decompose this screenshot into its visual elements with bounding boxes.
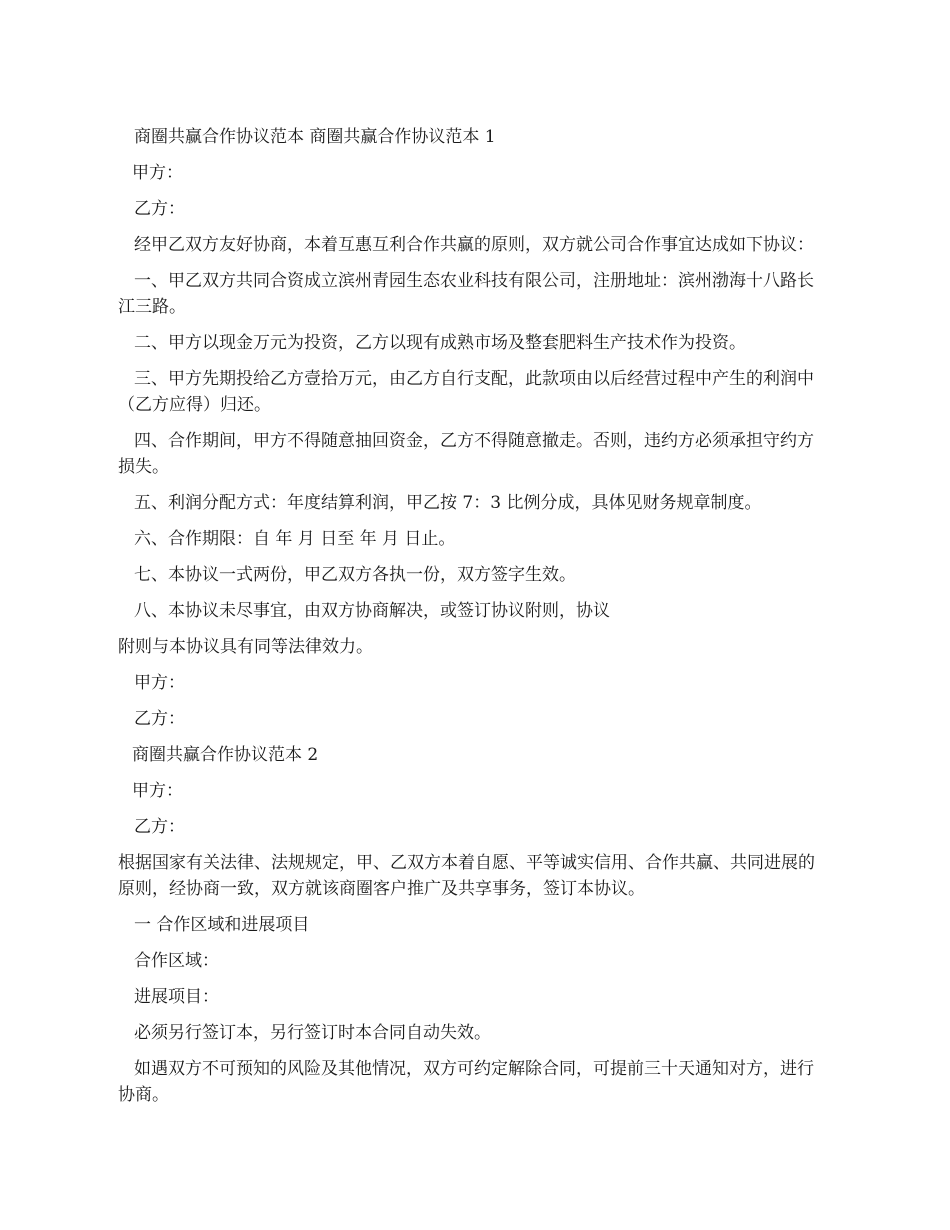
clause-2: 二、甲方以现金万元为投资，乙方以现有成熟市场及整套肥料生产技术作为投资。 — [134, 333, 746, 353]
paragraph-preamble-2: 根据国家有关法律、法规规定，甲、乙双方本着自愿、平等诚实信用、合作共赢、共同进展的原则，经协商一致，双方就该商圈客户推广及共享事务，签订本协议。 — [118, 853, 815, 899]
party-b-label: 乙方： — [134, 199, 185, 219]
clause-8-continued: 附则与本协议具有同等法律效力。 — [118, 637, 373, 657]
paragraph-preamble: 经甲乙双方友好协商，本着互惠互利合作共赢的原则，双方就公司合作事宜达成如下协议： — [134, 235, 814, 255]
clause-7: 七、本协议一式两份，甲乙双方各执一份，双方签字生效。 — [134, 565, 576, 585]
party-a-label: 甲方： — [132, 163, 183, 183]
party-b-signature: 乙方： — [134, 709, 185, 729]
party-a-signature: 甲方： — [134, 673, 185, 693]
section-heading-cooperation: 一 合作区域和进展项目 — [134, 915, 310, 935]
paragraph-separate-signing: 必须另行签订本，另行签订时本合同自动失效。 — [134, 1023, 491, 1043]
party-b-label-2: 乙方： — [134, 817, 185, 837]
clause-4: 四、合作期间，甲方不得随意抽回资金，乙方不得随意撤走。否则，违约方必须承担守约方损失。 — [118, 431, 814, 477]
clause-8: 八、本协议未尽事宜，由双方协商解决，或签订协议附则，协议 — [134, 601, 610, 621]
clause-3: 三、甲方先期投给乙方壹拾万元，由乙方自行支配，此款项由以后经营过程中产生的利润中（乙方应得）归还。 — [118, 369, 814, 415]
cooperation-area-label: 合作区域： — [134, 951, 219, 971]
paragraph-termination: 如遇双方不可预知的风险及其他情况，双方可约定解除合同，可提前三十天通知对方，进行协商。 — [118, 1059, 814, 1105]
heading-agreement-1: 商圈共赢合作协议范本 商圈共赢合作协议范本 1 — [134, 127, 496, 147]
clause-1: 一、甲乙双方共同合资成立滨州青园生态农业科技有限公司，注册地址：滨州渤海十八路长江三路。 — [118, 271, 814, 317]
document-body — [118, 124, 830, 1118]
project-label: 进展项目： — [134, 987, 219, 1007]
clause-6: 六、合作期限：自 年 月 日至 年 月 日止。 — [134, 529, 456, 549]
clause-5: 五、利润分配方式：年度结算利润，甲乙按 7：3 比例分成，具体见财务规章制度。 — [134, 493, 762, 513]
party-a-label-2: 甲方： — [132, 781, 183, 801]
heading-agreement-2: 商圈共赢合作协议范本 2 — [132, 745, 319, 765]
